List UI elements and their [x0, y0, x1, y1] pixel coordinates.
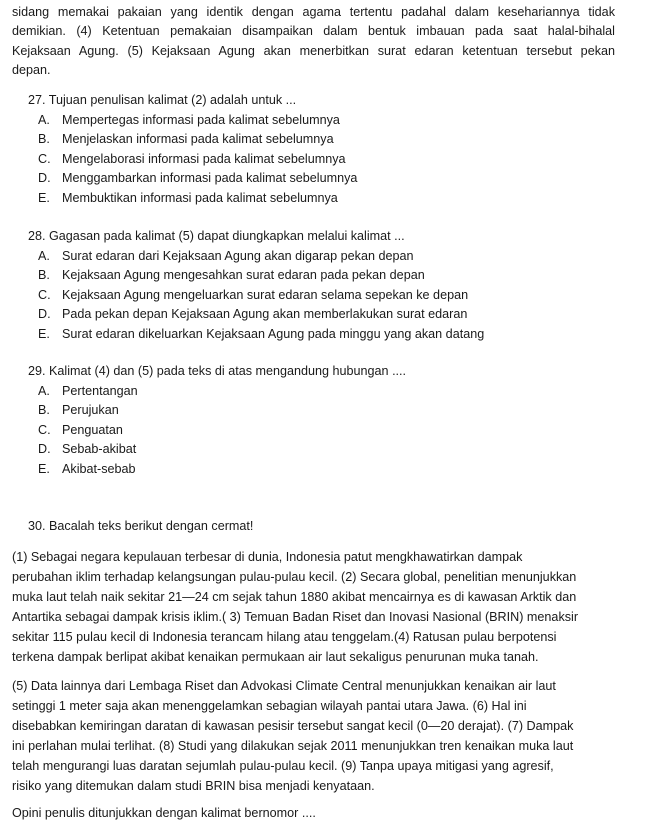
option-text: Akibat-sebab	[62, 461, 136, 476]
option-letter: C.	[38, 287, 51, 302]
option-a[interactable]	[28, 382, 628, 402]
option-e[interactable]	[28, 189, 628, 209]
option-text: Membuktikan informasi pada kalimat sebelumnya	[62, 190, 338, 205]
option-e[interactable]	[28, 325, 628, 345]
passage-line: risiko yang ditemukan dalam studi BRIN bisa menjadi kenyataan.	[12, 779, 375, 793]
passage-line: (5) Data lainnya dari Lembaga Riset dan Advokasi Climate Central menunjukkan kenaikan air laut	[12, 679, 556, 693]
option-d[interactable]	[28, 440, 628, 460]
question-28	[28, 227, 628, 345]
intro-line: depan.	[12, 62, 51, 77]
question-30-prompt	[12, 803, 622, 823]
passage-line: ini perlahan mulai terlihat. (8) Studi yang dilakukan sejak 2011 menunjukkan tren kenaikan muka laut	[12, 739, 574, 753]
option-letter: D.	[38, 442, 51, 457]
question-stem: 30. Bacalah teks berikut dengan cermat!	[28, 519, 254, 533]
option-text: Sebab-akibat	[62, 442, 137, 457]
option-c[interactable]	[28, 150, 628, 170]
passage-line: disebabkan kemiringan daratan di kawasan pesisir tersebut sangat kecil (0—20 derajat). (7) Dampak	[12, 719, 574, 733]
option-letter: E.	[38, 461, 50, 476]
option-text: Kejaksaan Agung mengesahkan surat edaran pada pekan depan	[62, 268, 425, 283]
option-text: Penguatan	[62, 422, 123, 437]
option-text: Mempertegas informasi pada kalimat sebelumnya	[62, 112, 340, 127]
option-b[interactable]	[28, 401, 628, 421]
question-27	[28, 91, 628, 209]
prompt-text: Opini penulis ditunjukkan dengan kalimat bernomor ....	[12, 806, 316, 820]
option-letter: A.	[38, 383, 50, 398]
option-letter: C.	[38, 151, 51, 166]
option-text: Surat edaran dikeluarkan Kejaksaan Agung pada minggu yang akan datang	[62, 326, 485, 341]
option-a[interactable]	[28, 111, 628, 131]
intro-paragraph	[12, 3, 615, 80]
passage-line: setinggi 1 meter saja akan menenggelamkan sebagian wilayah pantai utara Jawa. (6) Hal ini	[12, 699, 527, 713]
option-text: Menjelaskan informasi pada kalimat sebelumnya	[62, 132, 334, 147]
passage-line: muka laut telah naik sekitar 21—24 cm sejak tahun 1880 akibat mencairnya es di kawasan Arktik dan	[12, 590, 577, 604]
passage-line: (1) Sebagai negara kepulauan terbesar di dunia, Indonesia patut mengkhawatirkan dampak	[12, 550, 523, 564]
passage-line: perubahan iklim terhadap kelangsungan pulau-pulau kecil. (2) Secara global, penelitian menunjukkan	[12, 570, 577, 584]
option-text: Pada pekan depan Kejaksaan Agung akan memberlakukan surat edaran	[62, 307, 468, 322]
question-stem: 29. Kalimat (4) dan (5) pada teks di atas mengandung hubungan ....	[28, 364, 407, 378]
intro-line: demikian. (4) Ketentuan pemakaian disampaikan dalam bentuk imbauan pada saat halal-bihalal	[12, 24, 615, 39]
question-stem: 28. Gagasan pada kalimat (5) dapat diungkapkan melalui kalimat ...	[28, 229, 405, 243]
option-c[interactable]	[28, 421, 628, 441]
option-letter: D.	[38, 171, 51, 186]
option-text: Kejaksaan Agung mengeluarkan surat edaran selama sepekan ke depan	[62, 287, 469, 302]
option-text: Pertentangan	[62, 383, 138, 398]
option-letter: B.	[38, 132, 50, 147]
option-a[interactable]	[28, 247, 628, 267]
option-text: Perujukan	[62, 403, 119, 418]
passage-line: terkena dampak berlipat akibat kenaikan permukaan air laut sekaligus penurunan muka tanah.	[12, 650, 539, 664]
intro-line: Kejaksaan Agung. (5) Kejaksaan Agung akan menerbitkan surat edaran ketentuan tersebut pekan	[12, 43, 615, 58]
question-30	[28, 517, 628, 537]
option-letter: A.	[38, 248, 50, 263]
reading-passage-paragraph-1	[12, 547, 622, 667]
option-letter: B.	[38, 268, 50, 283]
option-letter: E.	[38, 326, 50, 341]
passage-line: Antartika sebagai dampak krisis iklim.( 3) Temuan Badan Riset dan Inovasi Nasional (BRIN) menaksir	[12, 610, 579, 624]
option-letter: A.	[38, 112, 50, 127]
option-b[interactable]	[28, 266, 628, 286]
question-29	[28, 362, 628, 480]
question-stem: 27. Tujuan penulisan kalimat (2) adalah untuk ...	[28, 93, 297, 107]
option-text: Menggambarkan informasi pada kalimat sebelumnya	[62, 171, 358, 186]
option-letter: D.	[38, 307, 51, 322]
option-text: Surat edaran dari Kejaksaan Agung akan digarap pekan depan	[62, 248, 414, 263]
option-letter: C.	[38, 422, 51, 437]
option-text: Mengelaborasi informasi pada kalimat sebelumnya	[62, 151, 346, 166]
reading-passage-paragraph-2	[12, 676, 622, 796]
option-letter: E.	[38, 190, 50, 205]
passage-line: telah mengurangi luas daratan sejumlah pulau-pulau kecil. (9) Tanpa upaya mitigasi yang agresif,	[12, 759, 554, 773]
option-d[interactable]	[28, 305, 628, 325]
passage-line: sekitar 115 pulau kecil di Indonesia terancam hilang atau tenggelam.(4) Ratusan pulau berpotensi	[12, 630, 557, 644]
intro-line: sidang memakai pakaian yang identik dengan agama tertentu padahal dalam kesehariannya tidak	[12, 5, 615, 19]
option-c[interactable]	[28, 286, 628, 306]
option-b[interactable]	[28, 130, 628, 150]
option-d[interactable]	[28, 169, 628, 189]
option-letter: B.	[38, 403, 50, 418]
option-e[interactable]	[28, 460, 628, 480]
